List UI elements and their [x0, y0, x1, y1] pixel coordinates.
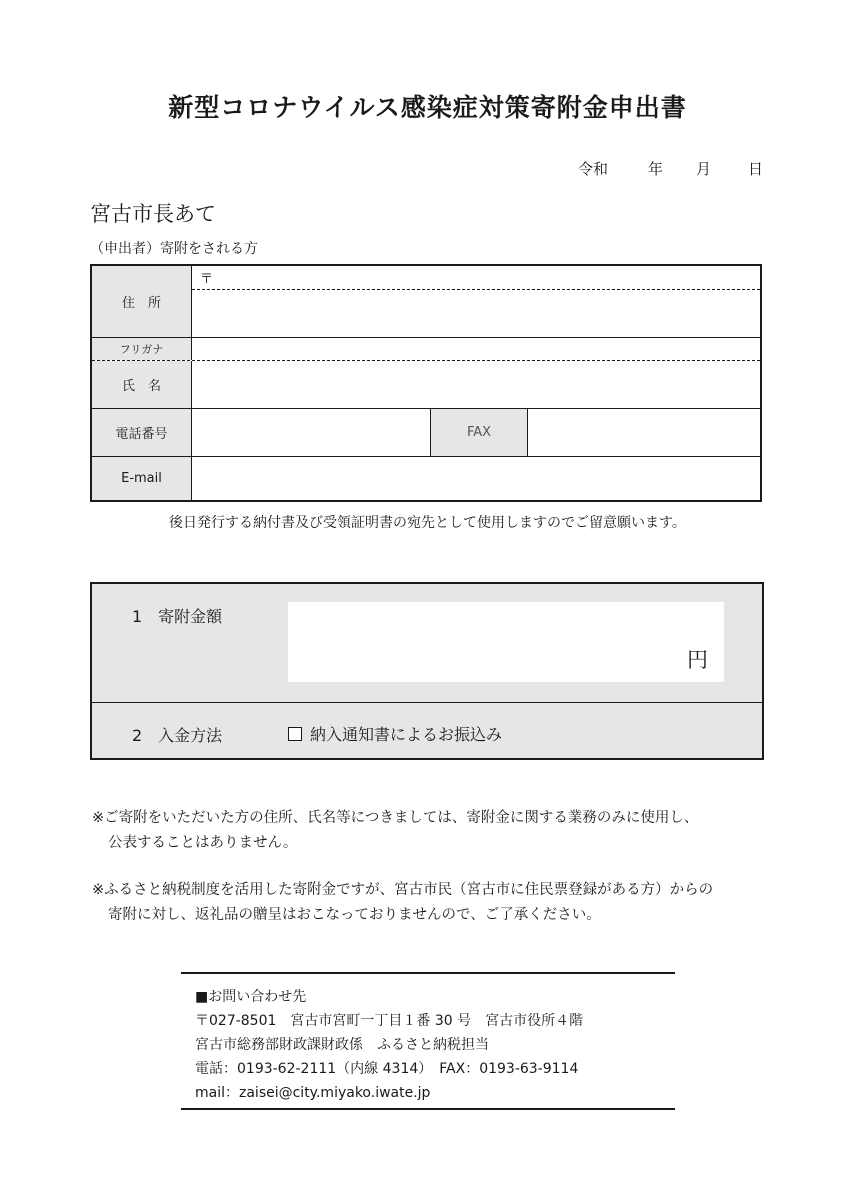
furusato-note-line1: ※ふるさと納税制度を活用した寄附金ですが、宮古市民（宮古市に住民票登録がある方）からの: [92, 882, 714, 898]
furusato-note-line2: 寄附に対し、返礼品の贈呈はおこなっておりませんので、ご了承ください。: [108, 907, 601, 923]
payment-method-option[interactable]: [288, 722, 502, 745]
document-title: 新型コロナウイルス感染症対策寄附金申出書: [168, 93, 687, 122]
privacy-note-line2: 公表することはありません。: [108, 835, 298, 851]
privacy-note-line1: ※ご寄附をいただいた方の住所、氏名等につきましては、寄附金に関する業務のみに使用し、: [92, 810, 699, 826]
amount-label: 1 寄附金額: [132, 607, 223, 626]
address-label: 住 所: [92, 266, 192, 337]
postal-mark: 〒: [200, 272, 214, 287]
applicant-caption: （申出者）寄附をされる方: [90, 241, 258, 257]
contact-phone-fax: 電話：0193-62-2111（内線 4314） FAX：0193-63-9114: [195, 1061, 579, 1077]
payment-checkbox[interactable]: [288, 727, 302, 741]
privacy-note: [92, 806, 782, 856]
date-month: 月: [696, 160, 712, 178]
payment-method-text: 納入通知書によるお振込み: [310, 725, 503, 744]
contact-department: 宮古市総務部財政課財政係 ふるさと納税担当: [195, 1037, 489, 1053]
donation-box: [90, 582, 764, 760]
donation-divider: [92, 702, 762, 703]
contact-heading: ■お問い合わせ先: [195, 989, 307, 1005]
phone-field[interactable]: [192, 409, 430, 456]
date-year: 年: [648, 160, 664, 178]
payment-method-label: 2 入金方法: [132, 726, 223, 745]
addressee: 宮古市長あて: [90, 202, 216, 226]
date-era: 令和: [578, 160, 609, 178]
contact-mail[interactable]: mail：zaisei@city.miyako.iwate.jp: [195, 1085, 431, 1101]
phone-label: 電話番号: [92, 409, 192, 456]
name-field[interactable]: [192, 361, 760, 408]
email-field[interactable]: [192, 457, 760, 500]
address-field[interactable]: [192, 266, 760, 337]
furusato-note: [92, 878, 782, 928]
contact-box: [181, 972, 675, 1110]
furigana-label: フリガナ: [92, 338, 192, 360]
fax-field[interactable]: [528, 409, 760, 456]
furigana-field[interactable]: [192, 338, 760, 360]
name-label: 氏 名: [92, 361, 192, 408]
email-label: E-mail: [92, 457, 192, 500]
currency-unit: 円: [687, 648, 708, 672]
date-day: 日: [748, 160, 764, 178]
contact-address: 〒027-8501 宮古市宮町一丁目１番 30 号 宮古市役所４階: [195, 1013, 584, 1029]
usage-note: 後日発行する納付書及び受領証明書の宛先として使用しますのでご留意願います。: [169, 515, 686, 531]
applicant-table: [90, 264, 762, 502]
fax-label: FAX: [430, 409, 528, 456]
amount-field[interactable]: [288, 602, 724, 682]
